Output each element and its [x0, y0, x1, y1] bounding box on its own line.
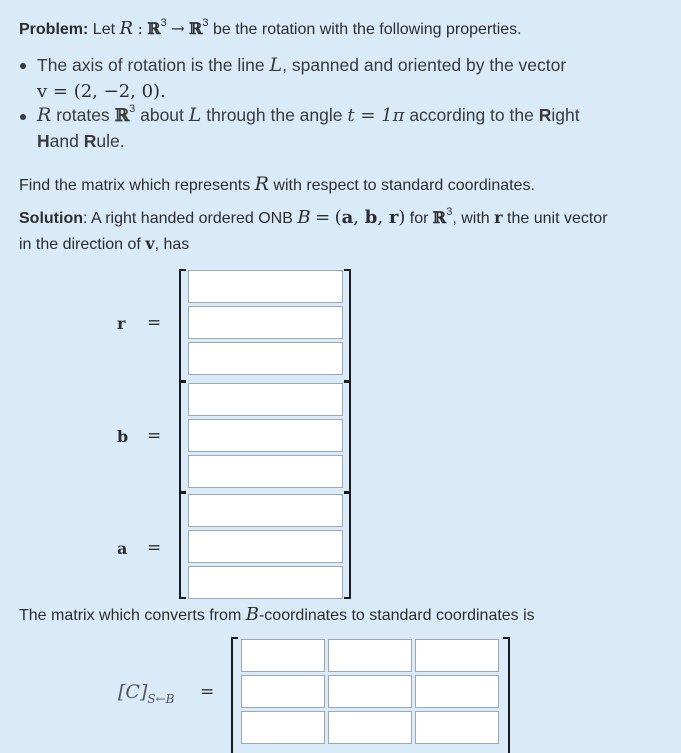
find-prefix: Find the matrix which represents [19, 177, 251, 194]
bullet-1-L: L [269, 54, 283, 76]
solution-unit-text: the unit vector [507, 210, 608, 227]
bullet-2-space: ℝ [114, 106, 130, 126]
matrix-equals: = [200, 682, 215, 702]
solution-v: v [145, 234, 155, 253]
solution-space: ℝ [432, 208, 447, 227]
vector-b-entry-1[interactable] [188, 383, 343, 416]
solution-r-2: r [494, 208, 503, 227]
bullet-2-R: R [37, 104, 52, 126]
vector-a-entry-2[interactable] [188, 530, 343, 563]
bullet-1-text: The axis of rotation is the line [37, 55, 265, 75]
vector-a-entry-3[interactable] [188, 566, 343, 599]
conversion-suffix: -coordinates to standard coordinates is [258, 607, 535, 624]
bullet-2-through: through the angle [206, 105, 343, 125]
solution-eq: = [315, 207, 331, 228]
problem-text-prefix: Let [92, 21, 116, 38]
bullet-dot-1 [20, 63, 26, 69]
solution-comma-2: , [377, 207, 384, 228]
vector-r-label: r [117, 314, 126, 333]
solution-text-1: : A right handed ordered ONB [82, 210, 293, 227]
problem-codomain-exp: 3 [202, 16, 209, 29]
bullet-2-according: according to the [409, 105, 534, 125]
vector-r-equals: = [147, 313, 162, 333]
matrix-cell-1-3[interactable] [415, 639, 499, 672]
bullet-2-L: L [188, 104, 202, 126]
solution-line-2 [19, 234, 189, 254]
matrix-cell-1-1[interactable] [241, 639, 325, 672]
solution-b: b [364, 207, 378, 228]
matrix-right-bracket [503, 637, 510, 753]
bullet-2-exp: 3 [129, 103, 136, 116]
vector-b-entry-3[interactable] [188, 455, 343, 488]
find-R: R [254, 173, 269, 195]
solution-for: for [409, 210, 429, 227]
solution-B: B [297, 207, 311, 228]
vector-r-left-bracket [179, 269, 186, 383]
matrix-cell-2-3[interactable] [415, 675, 499, 708]
bullet-2-about: about [140, 105, 184, 125]
solution-line-2-suffix: , has [154, 236, 190, 253]
bullet-1-text-suffix: , spanned and oriented by the vector [282, 55, 567, 75]
problem-R: R [119, 18, 134, 39]
bullet-2-rule-rest: ule. [96, 131, 125, 151]
vector-b-left-bracket [179, 380, 186, 494]
conversion-statement [19, 604, 535, 625]
bullet-1-vector-v: v = (2, −2, 0). [37, 81, 166, 102]
vector-a-equals: = [147, 538, 162, 558]
problem-arrow: → [171, 19, 185, 38]
matrix-cell-2-1[interactable] [241, 675, 325, 708]
bullet-2-angle: t = 1π [347, 105, 405, 126]
bullet-2-hand-H: H [37, 131, 50, 151]
solution-tuple-close: ) [398, 207, 406, 228]
vector-b-label: b [117, 427, 129, 446]
solution-tuple-open: ( [334, 207, 342, 228]
bullet-2-hand-rest: and [49, 131, 79, 151]
problem-domain-exp: 3 [160, 16, 167, 29]
problem-codomain: ℝ [189, 19, 203, 38]
problem-domain: ℝ [147, 19, 161, 38]
matrix-cell-3-3[interactable] [415, 711, 499, 744]
matrix-cell-1-2[interactable] [328, 639, 412, 672]
vector-b-entry-2[interactable] [188, 419, 343, 452]
vector-r-entry-3[interactable] [188, 342, 343, 375]
bullet-dot-2 [20, 114, 26, 120]
vector-r-entry-2[interactable] [188, 306, 343, 339]
matrix-cell-3-1[interactable] [241, 711, 325, 744]
bullet-1-line-1 [37, 54, 566, 76]
solution-line-2-prefix: in the direction of [19, 236, 141, 253]
matrix-label [118, 681, 175, 706]
bullet-2-rotates: rotates [56, 105, 110, 125]
matrix-label-C: [C] [118, 681, 148, 703]
vector-a-right-bracket [344, 491, 351, 599]
problem-statement [19, 18, 522, 39]
vector-b-right-bracket [344, 380, 351, 494]
vector-r-right-bracket [344, 269, 351, 383]
find-statement [19, 173, 535, 195]
solution-line-1 [19, 207, 608, 228]
matrix-left-bracket [231, 637, 238, 753]
vector-a-entry-1[interactable] [188, 494, 343, 527]
bullet-2-line-1 [37, 104, 580, 126]
solution-r: r [388, 207, 399, 228]
problem-label: Problem: [19, 21, 89, 38]
bullet-2-right-R: R [538, 105, 552, 125]
problem-text-suffix: be the rotation with the following properties. [212, 21, 522, 38]
vector-b-equals: = [147, 426, 162, 446]
conversion-B: B [245, 604, 259, 625]
vector-a-left-bracket [179, 491, 186, 599]
conversion-prefix: The matrix which converts from [19, 607, 242, 624]
matrix-label-subscript: S←B [147, 692, 175, 706]
problem-colon: : [137, 19, 143, 38]
vector-r-entry-1[interactable] [188, 270, 343, 303]
solution-a: a [341, 207, 354, 228]
matrix-cell-3-2[interactable] [328, 711, 412, 744]
solution-with: , with [452, 210, 490, 227]
solution-comma-1: , [353, 207, 360, 228]
solution-label: Solution [19, 210, 83, 227]
matrix-cell-2-2[interactable] [328, 675, 412, 708]
vector-a-label: a [117, 539, 128, 558]
bullet-2-rule-R: R [83, 131, 97, 151]
solution-exp: 3 [446, 205, 453, 218]
bullet-2-right-rest: ight [551, 105, 580, 125]
find-suffix: with respect to standard coordinates. [273, 177, 535, 194]
bullet-2-line-2 [37, 131, 125, 152]
